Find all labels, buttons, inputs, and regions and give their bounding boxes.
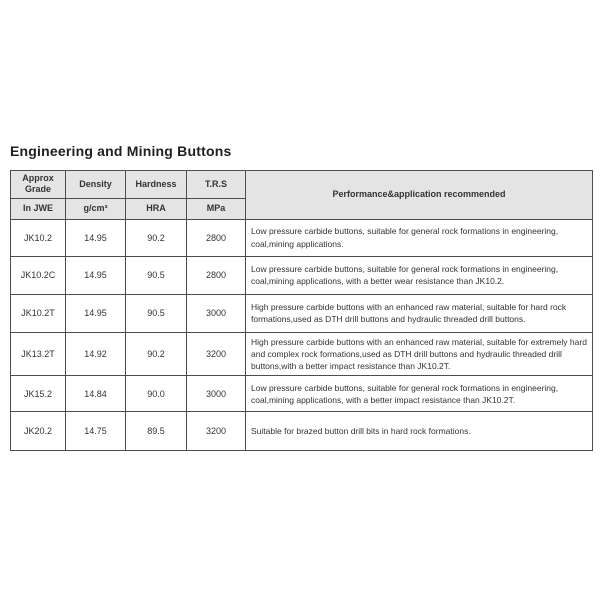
header-trs-unit: MPa bbox=[187, 198, 246, 219]
table-row bbox=[11, 294, 593, 332]
table-header bbox=[11, 171, 593, 220]
cell-performance: Low pressure carbide buttons, suitable for general rock formations in engineering, coal,mining applications. bbox=[246, 219, 593, 256]
header-density: Density bbox=[66, 171, 126, 199]
cell-grade: JK10.2 bbox=[11, 219, 66, 256]
header-trs: T.R.S bbox=[187, 171, 246, 199]
header-hardness: Hardness bbox=[126, 171, 187, 199]
cell-hardness: 90.0 bbox=[126, 376, 187, 412]
cell-trs: 2800 bbox=[187, 219, 246, 256]
cell-trs: 3200 bbox=[187, 412, 246, 451]
cell-hardness: 90.5 bbox=[126, 294, 187, 332]
cell-density: 14.95 bbox=[66, 219, 126, 256]
cell-density: 14.95 bbox=[66, 294, 126, 332]
cell-trs: 3200 bbox=[187, 332, 246, 376]
table-row bbox=[11, 412, 593, 451]
cell-hardness: 90.2 bbox=[126, 219, 187, 256]
cell-trs: 3000 bbox=[187, 376, 246, 412]
page-title: Engineering and Mining Buttons bbox=[10, 143, 232, 159]
grades-table bbox=[10, 170, 593, 451]
header-performance: Performance&application recommended bbox=[246, 171, 593, 220]
cell-hardness: 90.5 bbox=[126, 256, 187, 294]
cell-performance: Suitable for brazed button drill bits in hard rock formations. bbox=[246, 412, 593, 451]
cell-performance: High pressure carbide buttons with an enhanced raw material, suitable for extremely hard and complex rock formations,used as DTH drill buttons and hydraulic threaded drill buttons,with a better impact resistance than JK10.2T. bbox=[246, 332, 593, 376]
cell-performance: Low pressure carbide buttons, suitable for general rock formations in engineering, coal,mining applications, with a better wear resistance than JK10.2. bbox=[246, 256, 593, 294]
cell-density: 14.84 bbox=[66, 376, 126, 412]
cell-grade: JK13.2T bbox=[11, 332, 66, 376]
header-density-unit: g/cm³ bbox=[66, 198, 126, 219]
cell-density: 14.92 bbox=[66, 332, 126, 376]
table-row bbox=[11, 332, 593, 376]
table-row bbox=[11, 256, 593, 294]
cell-hardness: 89.5 bbox=[126, 412, 187, 451]
cell-grade: JK10.2T bbox=[11, 294, 66, 332]
header-hardness-unit: HRA bbox=[126, 198, 187, 219]
cell-density: 14.95 bbox=[66, 256, 126, 294]
table-body bbox=[11, 219, 593, 451]
header-approx-grade: Approx Grade bbox=[11, 171, 66, 199]
cell-performance: High pressure carbide buttons with an enhanced raw material, suitable for hard rock formations,used as DTH drill buttons and hydraulic threaded drill buttons. bbox=[246, 294, 593, 332]
cell-trs: 3000 bbox=[187, 294, 246, 332]
cell-hardness: 90.2 bbox=[126, 332, 187, 376]
table-row bbox=[11, 376, 593, 412]
cell-grade: JK20.2 bbox=[11, 412, 66, 451]
table-row bbox=[11, 219, 593, 256]
cell-grade: JK15.2 bbox=[11, 376, 66, 412]
cell-trs: 2800 bbox=[187, 256, 246, 294]
cell-grade: JK10.2C bbox=[11, 256, 66, 294]
cell-density: 14.75 bbox=[66, 412, 126, 451]
header-in-jwe: In JWE bbox=[11, 198, 66, 219]
cell-performance: Low pressure carbide buttons, suitable for general rock formations in engineering, coal,mining applications, with a better impact resistance than JK10.2T. bbox=[246, 376, 593, 412]
